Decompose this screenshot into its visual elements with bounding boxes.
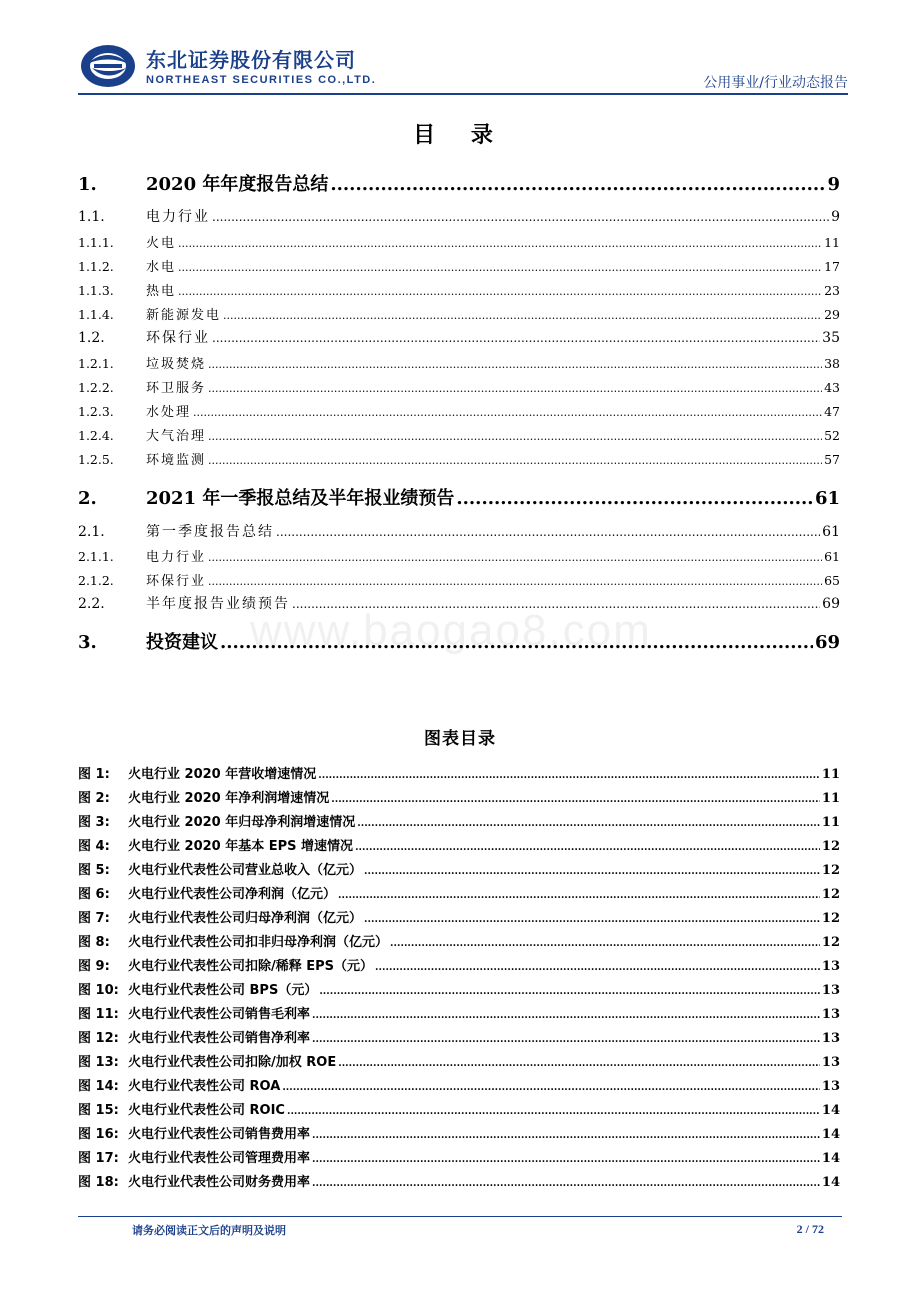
dot-leader [208, 575, 822, 588]
toc-entry-page: 35 [822, 330, 840, 346]
figure-label: 图 4: [78, 839, 110, 854]
figure-page: 14 [821, 1175, 840, 1190]
company-logo-icon [80, 44, 136, 88]
dot-leader [193, 406, 822, 419]
toc-entry-number: 1.2. [78, 330, 105, 346]
dot-leader [208, 551, 822, 564]
figure-entry[interactable] [78, 1099, 840, 1118]
toc-entry-title: 火电 [146, 236, 177, 251]
figure-entry[interactable] [78, 811, 840, 830]
figure-title: 火电行业代表性公司 ROA [128, 1079, 281, 1094]
figure-entry[interactable] [78, 1027, 840, 1046]
toc-entry-page: 9 [831, 209, 840, 225]
dot-leader [312, 1010, 820, 1021]
figure-entry[interactable] [78, 1051, 840, 1070]
company-name-en: NORTHEAST SECURITIES CO.,LTD. [146, 74, 377, 86]
toc-entry-page: 23 [824, 283, 840, 298]
toc-entry-page: 52 [824, 428, 840, 443]
figure-label: 图 9: [78, 959, 110, 974]
toc-entry-number: 1.2.5. [78, 452, 114, 467]
page-number: 2 / 72 [796, 1222, 824, 1236]
toc-entry-title: 电力行业 [146, 550, 207, 565]
toc-entry[interactable] [78, 304, 840, 323]
toc-entry-number: 2.1.1. [78, 549, 114, 564]
dot-leader [178, 237, 822, 250]
figure-entry[interactable] [78, 787, 840, 806]
header-divider [78, 93, 848, 95]
figure-label: 图 2: [78, 791, 110, 806]
toc-entry-page: 69 [814, 632, 840, 653]
toc-entry[interactable] [78, 401, 840, 420]
toc-entry-title: 环卫服务 [146, 381, 207, 396]
figure-label: 图 11: [78, 1007, 119, 1022]
figure-label: 图 18: [78, 1175, 119, 1190]
dot-leader [178, 285, 822, 298]
toc-entry-title: 热电 [146, 284, 177, 299]
toc-entry-number: 2.2. [78, 596, 105, 612]
figure-entry[interactable] [78, 1147, 840, 1166]
figure-title: 火电行业代表性公司管理费用率 [128, 1151, 311, 1166]
dot-leader [390, 938, 820, 949]
figure-title: 火电行业 2020 年基本 EPS 增速情况 [128, 839, 354, 854]
toc-entry-page: 29 [824, 307, 840, 322]
dot-leader [282, 1082, 820, 1093]
toc-entry[interactable] [78, 425, 840, 444]
figure-entry[interactable] [78, 763, 840, 782]
figure-label: 图 8: [78, 935, 110, 950]
report-type: 公用事业/行业动态报告 [703, 75, 848, 91]
figure-page: 11 [821, 791, 840, 806]
toc-entry-page: 61 [824, 549, 840, 564]
figure-page: 14 [821, 1127, 840, 1142]
toc-entry[interactable] [78, 206, 840, 226]
dot-leader [312, 1178, 820, 1189]
figure-page: 12 [821, 935, 840, 950]
dot-leader [223, 309, 822, 322]
figure-page: 13 [821, 959, 840, 974]
figure-page: 13 [821, 1055, 840, 1070]
dot-leader [312, 1130, 820, 1141]
toc-entry-number: 2.1. [78, 524, 105, 540]
footer-divider [78, 1216, 842, 1217]
watermark: www.baogao8.com [250, 606, 652, 655]
toc-entry[interactable] [78, 327, 840, 347]
dot-leader [312, 1034, 820, 1045]
figure-label: 图 7: [78, 911, 110, 926]
figure-label: 图 10: [78, 983, 119, 998]
toc-entry-page: 69 [822, 596, 840, 612]
toc-title: 目 录 [413, 123, 507, 148]
toc-entry-number: 1.1.3. [78, 283, 114, 298]
toc-entry-title: 电力行业 [146, 209, 210, 225]
figure-label: 图 3: [78, 815, 110, 830]
figure-title: 火电行业代表性公司扣非归母净利润（亿元） [128, 935, 389, 950]
toc-entry-page: 57 [824, 452, 840, 467]
toc-entry-title: 水处理 [146, 405, 192, 420]
toc-entry-title: 垃圾焚烧 [146, 357, 207, 372]
dot-leader [212, 331, 820, 345]
figure-title: 火电行业代表性公司销售费用率 [128, 1127, 311, 1142]
dot-leader [375, 962, 820, 973]
figure-title: 火电行业代表性公司销售净利率 [128, 1031, 311, 1046]
figure-page: 14 [821, 1151, 840, 1166]
figure-title: 火电行业代表性公司扣除/稀释 EPS（元） [128, 959, 374, 974]
figure-title: 火电行业代表性公司扣除/加权 ROE [128, 1055, 337, 1070]
figure-label: 图 16: [78, 1127, 119, 1142]
figure-entry[interactable] [78, 955, 840, 974]
figure-page: 13 [821, 1079, 840, 1094]
dot-leader [208, 454, 822, 467]
toc-entry[interactable] [78, 170, 840, 196]
dot-leader [338, 890, 820, 901]
page-header [0, 0, 920, 100]
figure-label: 图 5: [78, 863, 110, 878]
toc-entry-title: 环保行业 [146, 574, 207, 589]
disclaimer-note: 请务必阅读正文后的声明及说明 [132, 1224, 286, 1237]
dot-leader [212, 210, 829, 224]
toc-entry[interactable] [78, 353, 840, 372]
figure-entry[interactable] [78, 1075, 840, 1094]
toc-entry-number: 1.1.4. [78, 307, 114, 322]
figure-page: 12 [821, 863, 840, 878]
toc-entry[interactable] [78, 521, 840, 541]
dot-leader [319, 986, 820, 997]
figure-title: 火电行业代表性公司营业总收入（亿元） [128, 863, 363, 878]
toc-entry-page: 17 [824, 259, 840, 274]
toc-entry-title: 新能源发电 [146, 308, 222, 323]
figure-page: 13 [821, 1031, 840, 1046]
toc-entry-title: 2021 年一季报总结及半年报业绩预告 [146, 488, 455, 509]
figure-entry[interactable] [78, 979, 840, 998]
dot-leader [312, 1154, 820, 1165]
figure-entry[interactable] [78, 1003, 840, 1022]
toc-entry-title: 环境监测 [146, 453, 207, 468]
dot-leader [456, 488, 813, 509]
dot-leader [276, 525, 820, 539]
dot-leader [357, 818, 820, 829]
dot-leader [355, 842, 820, 853]
figure-title: 火电行业 2020 年营收增速情况 [128, 767, 317, 782]
figure-title: 火电行业 2020 年净利润增速情况 [128, 791, 330, 806]
toc-entry-title: 环保行业 [146, 330, 210, 346]
toc-entry-title: 半年度报告业绩预告 [146, 596, 290, 612]
figure-page: 11 [821, 767, 840, 782]
toc-entry-page: 61 [822, 524, 840, 540]
toc-entry-number: 1.2.1. [78, 356, 114, 371]
dot-leader [364, 866, 820, 877]
toc-entry-title: 第一季度报告总结 [146, 524, 274, 540]
toc-entry-number: 1.1. [78, 209, 105, 225]
toc-entry[interactable] [78, 449, 840, 468]
dot-leader [287, 1106, 820, 1117]
figure-page: 12 [821, 887, 840, 902]
figure-label: 图 17: [78, 1151, 119, 1166]
figure-page: 12 [821, 839, 840, 854]
toc-entry-number: 1.2.3. [78, 404, 114, 419]
figure-title: 火电行业代表性公司财务费用率 [128, 1175, 311, 1190]
figure-page: 13 [821, 1007, 840, 1022]
toc-entry-number: 3. [78, 632, 97, 653]
figure-title: 火电行业代表性公司净利润（亿元） [128, 887, 337, 902]
dot-leader [338, 1058, 820, 1069]
figure-entry[interactable] [78, 859, 840, 878]
toc-entry[interactable] [78, 570, 840, 589]
toc-entry-title: 投资建议 [146, 632, 218, 653]
toc-entry[interactable] [78, 256, 840, 275]
toc-entry[interactable] [78, 546, 840, 565]
dot-leader [318, 770, 820, 781]
toc-entry[interactable] [78, 377, 840, 396]
figure-entry[interactable] [78, 1171, 840, 1190]
figure-entry[interactable] [78, 835, 840, 854]
toc-entry-page: 65 [824, 573, 840, 588]
toc-entry-number: 1.2.2. [78, 380, 114, 395]
dot-leader [208, 382, 822, 395]
dot-leader [364, 914, 820, 925]
toc-entry-number: 1.2.4. [78, 428, 114, 443]
figure-page: 14 [821, 1103, 840, 1118]
figure-title: 火电行业代表性公司归母净利润（亿元） [128, 911, 363, 926]
figure-label: 图 14: [78, 1079, 119, 1094]
toc-entry-number: 1. [78, 174, 97, 195]
toc-entry-title: 大气治理 [146, 429, 207, 444]
toc-entry-title: 2020 年年度报告总结 [146, 174, 329, 195]
toc-entry[interactable] [78, 280, 840, 299]
figure-page: 12 [821, 911, 840, 926]
toc-entry-page: 11 [824, 235, 840, 250]
figure-label: 图 6: [78, 887, 110, 902]
toc-entry-number: 2. [78, 488, 97, 509]
figure-title: 火电行业 2020 年归母净利润增速情况 [128, 815, 356, 830]
figure-label: 图 13: [78, 1055, 119, 1070]
figure-page: 11 [821, 815, 840, 830]
figure-entry[interactable] [78, 931, 840, 950]
dot-leader [331, 794, 820, 805]
toc-entry[interactable] [78, 484, 840, 510]
toc-entry-page: 47 [824, 404, 840, 419]
dot-leader [208, 430, 822, 443]
figure-entry[interactable] [78, 907, 840, 926]
figure-label: 图 15: [78, 1103, 119, 1118]
dot-leader [178, 261, 822, 274]
toc-entry-number: 1.1.2. [78, 259, 114, 274]
figure-title: 火电行业代表性公司 ROIC [128, 1103, 285, 1118]
figure-entry[interactable] [78, 1123, 840, 1142]
figure-label: 图 1: [78, 767, 110, 782]
toc-entry-page: 61 [814, 488, 840, 509]
toc-entry-number: 2.1.2. [78, 573, 114, 588]
toc-entry-number: 1.1.1. [78, 235, 114, 250]
figure-entry[interactable] [78, 883, 840, 902]
company-name-cn: 东北证券股份有限公司 [146, 48, 356, 72]
toc-entry-page: 38 [824, 356, 840, 371]
toc-entry-title: 水电 [146, 260, 177, 275]
dot-leader [208, 358, 822, 371]
figure-list-title: 图表目录 [424, 729, 496, 749]
toc-entry[interactable] [78, 232, 840, 251]
figure-title: 火电行业代表性公司销售毛利率 [128, 1007, 311, 1022]
figure-label: 图 12: [78, 1031, 119, 1046]
toc-entry-page: 43 [824, 380, 840, 395]
dot-leader [330, 174, 825, 195]
toc-entry-page: 9 [827, 174, 840, 195]
figure-title: 火电行业代表性公司 BPS（元） [128, 983, 318, 998]
figure-page: 13 [821, 983, 840, 998]
